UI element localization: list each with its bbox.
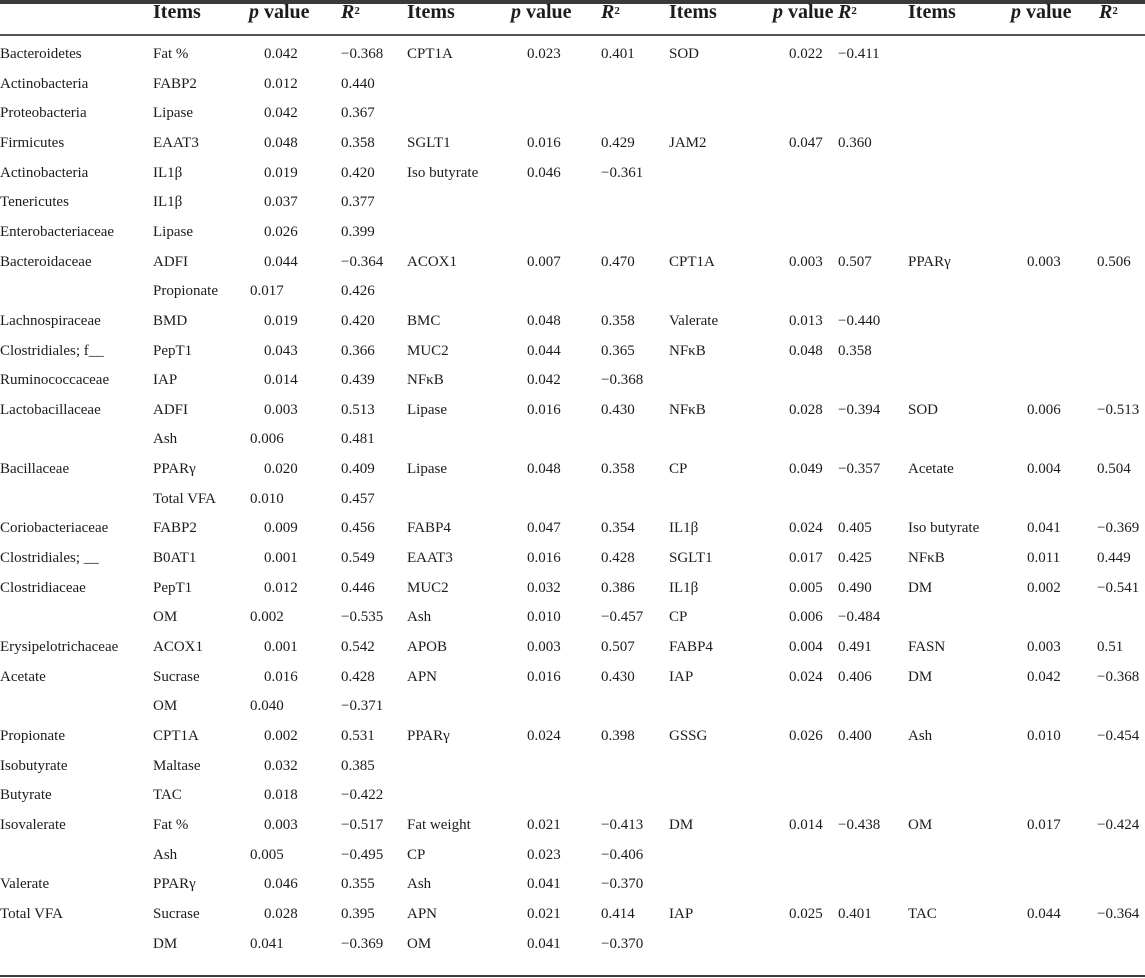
p-value-cell: 0.048 [264,134,298,151]
p-value-cell: 0.040 [250,698,284,715]
item-cell: DM [908,668,933,685]
p-value-cell: 0.016 [527,668,561,685]
r-squared-cell: 0.425 [838,550,872,567]
r-squared-cell: 0.430 [601,401,635,418]
p-value-cell: 0.042 [527,372,561,389]
p-value-cell: 0.024 [527,727,561,744]
r-squared-cell: 0.490 [838,579,872,596]
r-squared-cell: 0.449 [1097,550,1131,567]
item-cell: Iso butyrate [407,164,479,181]
item-cell: OM [407,935,432,952]
r-squared-cell: 0.399 [341,223,375,240]
item-cell: NFκB [669,401,706,418]
p-value-cell: 0.003 [264,816,298,833]
p-value-cell: 0.009 [264,520,298,537]
r-squared-cell: −0.454 [1097,727,1140,744]
item-cell: CPT1A [669,253,715,270]
item-cell: NFκB [908,550,945,567]
header-r-squared-3 [838,0,857,24]
item-cell: SGLT1 [669,550,713,567]
r-squared-cell: 0.507 [838,253,872,270]
r-squared-cell: 0.506 [1097,253,1131,270]
r-squared-cell: 0.507 [601,639,635,655]
item-cell: NFκB [669,342,706,359]
item-cell: Fat % [153,816,189,833]
item-cell: Ash [153,431,178,448]
item-cell: EAAT3 [407,550,453,567]
r-squared-cell: −0.361 [601,164,644,181]
header-p-label: value [521,1,572,23]
item-cell: SOD [669,46,700,62]
item-cell: PPARγ [407,727,450,744]
r-squared-cell: 0.414 [601,905,635,922]
r-squared-cell: −0.513 [1097,401,1140,418]
r-squared-cell: −0.406 [601,846,644,863]
item-cell: MUC2 [407,579,449,596]
header-r-exponent: 2 [851,5,857,17]
p-value-cell: 0.016 [527,401,561,418]
header-p-value-1 [249,0,310,24]
p-value-cell: 0.006 [1027,401,1061,418]
header-p-value-2 [511,0,572,24]
item-cell: DM [908,579,933,596]
p-value-cell: 0.042 [264,46,298,62]
header-p-label: value [259,1,310,23]
r-squared-cell: 0.470 [601,253,635,270]
p-value-cell: 0.003 [1027,639,1061,655]
header-r-exponent: 2 [1112,5,1118,17]
item-cell: FABP4 [407,520,451,537]
p-value-cell: 0.013 [789,312,823,329]
p-value-cell: 0.044 [1027,905,1061,922]
r-squared-cell: 0.542 [341,639,375,655]
r-squared-cell: 0.549 [341,550,375,567]
r-squared-cell: −0.457 [601,609,644,626]
p-value-cell: 0.041 [1027,520,1061,537]
p-value-cell: 0.003 [527,639,561,655]
r-squared-cell: 0.481 [341,431,375,448]
p-value-cell: 0.021 [527,816,561,833]
taxon-cell: Lactobacillaceae [0,401,101,418]
r-squared-cell: 0.358 [601,461,635,478]
p-value-cell: 0.049 [789,461,823,478]
taxon-cell: Firmicutes [0,134,65,151]
p-value-cell: 0.017 [1027,816,1061,833]
header-rule [0,34,1145,36]
taxon-cell: Actinobacteria [0,75,89,92]
p-value-cell: 0.006 [789,609,823,626]
r-squared-cell: 0.51 [1097,639,1124,655]
taxon-cell: Isovalerate [0,816,66,833]
r-squared-cell: −0.424 [1097,816,1140,833]
header-p-label: value [783,1,834,23]
taxon-cell: Isobutyrate [0,757,68,774]
r-squared-cell: −0.371 [341,698,384,715]
item-cell: TAC [153,787,182,804]
r-squared-cell: 0.429 [601,134,635,151]
item-cell: B0AT1 [153,550,197,567]
item-cell: OM [153,698,178,715]
item-cell: GSSG [669,727,708,744]
item-cell: IL1β [153,164,183,181]
item-cell: ADFI [153,253,189,270]
r-squared-cell: −0.413 [601,816,644,833]
p-value-cell: 0.028 [264,905,298,922]
item-cell: DM [669,816,694,833]
p-value-cell: 0.012 [264,75,298,92]
taxon-cell: Butyrate [0,787,52,804]
header-p-symbol: p [249,1,259,23]
item-cell: PPARγ [153,461,196,478]
header-r-symbol: R [1099,1,1113,23]
item-cell: Lipase [407,461,447,478]
p-value-cell: 0.032 [264,757,298,774]
r-squared-cell: 0.446 [341,579,375,596]
p-value-cell: 0.047 [789,134,823,151]
r-squared-cell: −0.440 [838,312,881,329]
p-value-cell: 0.018 [264,787,298,804]
header-p-label: value [1021,1,1072,23]
item-cell: FABP2 [153,520,197,537]
item-cell: IAP [669,668,694,685]
r-squared-cell: 0.504 [1097,461,1131,478]
p-value-cell: 0.004 [789,639,823,655]
header-r-exponent: 2 [614,5,620,17]
p-value-cell: 0.001 [264,639,298,655]
p-value-cell: 0.014 [264,372,298,389]
r-squared-cell: −0.368 [341,46,384,62]
taxon-cell: Clostridiales; __ [0,550,99,567]
p-value-cell: 0.048 [789,342,823,359]
p-value-cell: 0.041 [527,876,561,893]
taxon-cell: Coriobacteriaceae [0,520,109,537]
item-cell: FABP4 [669,639,713,655]
item-cell: Ash [908,727,933,744]
p-value-cell: 0.005 [250,846,284,863]
item-cell: NFκB [407,372,444,389]
item-cell: IAP [669,905,694,922]
r-squared-cell: 0.491 [838,639,872,655]
taxon-cell: Propionate [0,727,65,744]
item-cell: FABP2 [153,75,197,92]
item-cell: DM [153,935,178,952]
header-p-symbol: p [773,1,783,23]
taxon-cell: Lachnospiraceae [0,312,101,329]
taxon-cell: Ruminococcaceae [0,372,110,389]
p-value-cell: 0.041 [527,935,561,952]
r-squared-cell: −0.484 [838,609,881,626]
item-cell: Fat % [153,46,189,62]
r-squared-cell: 0.360 [838,134,872,151]
item-cell: Ash [407,609,432,626]
r-squared-cell: −0.517 [341,816,384,833]
r-squared-cell: 0.401 [838,905,872,922]
r-squared-cell: −0.438 [838,816,881,833]
header-p-symbol: p [1011,1,1021,23]
item-cell: TAC [908,905,937,922]
p-value-cell: 0.002 [250,609,284,626]
item-cell: Propionate [153,283,218,300]
p-value-cell: 0.019 [264,164,298,181]
header-r-squared-2 [601,0,620,24]
r-squared-cell: −0.370 [601,876,644,893]
r-squared-cell: 0.358 [601,312,635,329]
header-items-3: Items [669,1,717,23]
r-squared-cell: 0.531 [341,727,375,744]
header-items-2: Items [407,1,455,23]
p-value-cell: 0.042 [264,105,298,122]
r-squared-cell: 0.385 [341,757,375,774]
r-squared-cell: 0.428 [341,668,375,685]
taxon-cell: Bacillaceae [0,461,70,478]
r-squared-cell: 0.428 [601,550,635,567]
p-value-cell: 0.021 [527,905,561,922]
r-squared-cell: −0.370 [601,935,644,952]
item-cell: Ash [407,876,432,893]
r-squared-cell: −0.411 [838,46,880,62]
r-squared-cell: 0.456 [341,520,375,537]
p-value-cell: 0.014 [789,816,823,833]
p-value-cell: 0.026 [264,223,298,240]
r-squared-cell: −0.495 [341,846,384,863]
r-squared-cell: 0.409 [341,461,375,478]
r-squared-cell: 0.401 [601,46,635,62]
p-value-cell: 0.046 [264,876,298,893]
p-value-cell: 0.016 [527,550,561,567]
item-cell: PPARγ [908,253,951,270]
p-value-cell: 0.047 [527,520,561,537]
r-squared-cell: 0.405 [838,520,872,537]
item-cell: Lipase [153,223,193,240]
r-squared-cell: 0.365 [601,342,635,359]
r-squared-cell: 0.439 [341,372,375,389]
item-cell: CP [407,846,426,863]
taxon-cell: Total VFA [0,905,63,922]
r-squared-cell: −0.541 [1097,579,1140,596]
header-items-1: Items [153,1,201,23]
header-p-symbol: p [511,1,521,23]
header-p-value-3 [773,0,834,24]
item-cell: Ash [153,846,178,863]
r-squared-cell: −0.364 [341,253,384,270]
r-squared-cell: 0.430 [601,668,635,685]
p-value-cell: 0.010 [250,490,284,507]
p-value-cell: 0.041 [250,935,284,952]
r-squared-cell: −0.369 [341,935,384,952]
header-items-4: Items [908,1,956,23]
item-cell: CP [669,461,688,478]
p-value-cell: 0.003 [1027,253,1061,270]
taxon-cell: Tenericutes [0,194,69,211]
item-cell: SGLT1 [407,134,451,151]
p-value-cell: 0.028 [789,401,823,418]
item-cell: OM [153,609,178,626]
item-cell: APN [407,668,438,685]
taxon-cell: Clostridiaceae [0,579,86,596]
item-cell: CP [669,609,688,626]
taxon-cell: Enterobacteriaceae [0,223,115,240]
p-value-cell: 0.023 [527,46,561,62]
r-squared-cell: −0.364 [1097,905,1140,922]
taxon-cell: Valerate [0,876,50,893]
header-r-squared-4 [1099,0,1118,24]
r-squared-cell: 0.426 [341,283,375,300]
p-value-cell: 0.037 [264,194,298,211]
header-p-value-4 [1011,0,1072,24]
table-bottom-rule [0,975,1145,977]
r-squared-cell: −0.369 [1097,520,1140,537]
header-r-exponent: 2 [354,5,360,17]
item-cell: PepT1 [153,342,193,359]
r-squared-cell: 0.367 [341,105,375,122]
p-value-cell: 0.016 [527,134,561,151]
r-squared-cell: −0.394 [838,401,881,418]
header-r-symbol: R [341,1,355,23]
header-r-squared-1 [341,0,360,24]
p-value-cell: 0.011 [1027,550,1061,567]
item-cell: JAM2 [669,134,707,151]
p-value-cell: 0.044 [527,342,561,359]
r-squared-cell: 0.377 [341,194,375,211]
taxon-cell: Erysipelotrichaceae [0,639,119,655]
p-value-cell: 0.048 [527,461,561,478]
p-value-cell: 0.007 [527,253,561,270]
p-value-cell: 0.046 [527,164,561,181]
p-value-cell: 0.022 [789,46,823,62]
r-squared-cell: 0.398 [601,727,635,744]
r-squared-cell: 0.395 [341,905,375,922]
item-cell: Maltase [153,757,201,774]
item-cell: PPARγ [153,876,196,893]
item-cell: IL1β [669,579,699,596]
r-squared-cell: 0.420 [341,164,375,181]
item-cell: IL1β [153,194,183,211]
item-cell: BMC [407,312,441,329]
item-cell: IL1β [669,520,699,537]
p-value-cell: 0.012 [264,579,298,596]
p-value-cell: 0.023 [527,846,561,863]
r-squared-cell: 0.354 [601,520,635,537]
p-value-cell: 0.001 [264,550,298,567]
item-cell: Lipase [407,401,447,418]
item-cell: APOB [407,639,448,655]
item-cell: Acetate [908,461,954,478]
p-value-cell: 0.024 [789,520,823,537]
taxon-cell: Actinobacteria [0,164,89,181]
item-cell: Fat weight [407,816,471,833]
p-value-cell: 0.044 [264,253,298,270]
r-squared-cell: 0.440 [341,75,375,92]
item-cell: MUC2 [407,342,449,359]
p-value-cell: 0.020 [264,461,298,478]
p-value-cell: 0.002 [1027,579,1061,596]
p-value-cell: 0.003 [264,401,298,418]
item-cell: PepT1 [153,579,193,596]
r-squared-cell: −0.368 [1097,668,1140,685]
item-cell: BMD [153,312,188,329]
taxon-cell: Clostridiales; f__ [0,342,104,359]
item-cell: Valerate [669,312,719,329]
p-value-cell: 0.017 [789,550,823,567]
p-value-cell: 0.017 [250,283,284,300]
item-cell: CPT1A [153,727,199,744]
r-squared-cell: 0.355 [341,876,375,893]
r-squared-cell: −0.535 [341,609,384,626]
r-squared-cell: 0.366 [341,342,375,359]
p-value-cell: 0.032 [527,579,561,596]
item-cell: Iso butyrate [908,520,980,537]
p-value-cell: 0.010 [1027,727,1061,744]
r-squared-cell: −0.368 [601,372,644,389]
taxon-cell: Proteobacteria [0,105,87,122]
p-value-cell: 0.048 [527,312,561,329]
r-squared-cell: −0.422 [341,787,384,804]
header-r-symbol: R [838,1,852,23]
item-cell: Lipase [153,105,193,122]
p-value-cell: 0.004 [1027,461,1061,478]
p-value-cell: 0.042 [1027,668,1061,685]
p-value-cell: 0.025 [789,905,823,922]
p-value-cell: 0.006 [250,431,284,448]
r-squared-cell: 0.358 [838,342,872,359]
p-value-cell: 0.002 [264,727,298,744]
r-squared-cell: −0.357 [838,461,881,478]
item-cell: EAAT3 [153,134,199,151]
taxon-cell: Bacteroidetes [0,46,82,62]
header-r-symbol: R [601,1,615,23]
item-cell: FASN [908,639,946,655]
p-value-cell: 0.026 [789,727,823,744]
r-squared-cell: 0.386 [601,579,635,596]
r-squared-cell: 0.406 [838,668,872,685]
p-value-cell: 0.003 [789,253,823,270]
r-squared-cell: 0.513 [341,401,375,418]
r-squared-cell: 0.358 [341,134,375,151]
item-cell: APN [407,905,438,922]
item-cell: ACOX1 [153,639,204,655]
p-value-cell: 0.043 [264,342,298,359]
p-value-cell: 0.016 [264,668,298,685]
item-cell: SOD [908,401,939,418]
r-squared-cell: 0.420 [341,312,375,329]
item-cell: Sucrase [153,668,200,685]
item-cell: ACOX1 [407,253,458,270]
r-squared-cell: 0.400 [838,727,872,744]
item-cell: OM [908,816,933,833]
p-value-cell: 0.010 [527,609,561,626]
item-cell: Total VFA [153,490,216,507]
r-squared-cell: 0.457 [341,490,375,507]
p-value-cell: 0.024 [789,668,823,685]
taxon-cell: Bacteroidaceae [0,253,92,270]
item-cell: CPT1A [407,46,453,62]
p-value-cell: 0.005 [789,579,823,596]
item-cell: IAP [153,372,178,389]
item-cell: Sucrase [153,905,200,922]
taxon-cell: Acetate [0,668,46,685]
p-value-cell: 0.019 [264,312,298,329]
item-cell: ADFI [153,401,189,418]
